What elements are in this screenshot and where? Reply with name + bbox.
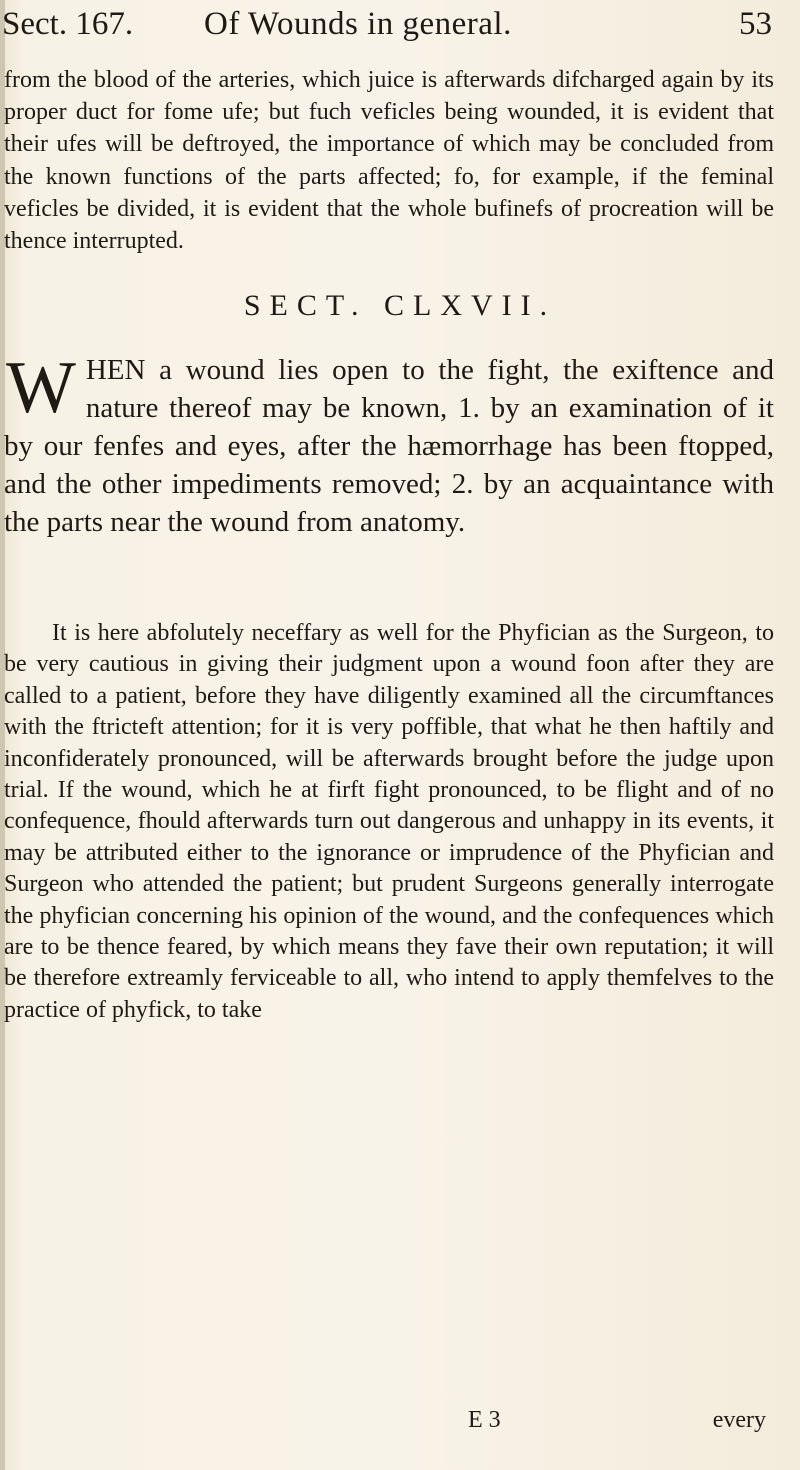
paragraph-opening-text: HEN a wound lies open to the fight, the exiftence and nature thereof may be known, 1. by an examination of it by our fenfes and eyes, after the hæmorrhage has been ftopped, and the other impediments removed; 2. by an acquaintance with the parts near the wound from anatomy. bbox=[4, 354, 774, 538]
catchword: every bbox=[712, 1407, 766, 1433]
signature-mark: E 3 bbox=[468, 1407, 501, 1433]
running-header bbox=[2, 4, 772, 44]
drop-cap: W bbox=[6, 347, 76, 429]
paragraph-body: It is here abfolutely neceffary as well for the Phyfician as the Surgeon, to be very cautious in giving their judgment upon a wound foon after they are called to a patient, before they have diligently examined all the circumftances with the ftricteft attention; for it is very poffible, that what he then haftily and inconfiderately pronounced, will be afterwards brought before the judge upon trial. If the wound, which he at firft fight pronounced, to be flight and of no confequence, fhould afterwards turn out dangerous and unhappy in its events, it may be attributed either to the ignorance or imprudence of the Phyfician and Surgeon who attended the patient; but prudent Surgeons generally interrogate the phyfician concerning his opinion of the wound, and the confequences which are to be thence feared, by which means they fave their own reputation; it will be therefore extreamly ferviceable to all, who intend to apply themfelves to the practice of phyfick, to take bbox=[4, 620, 774, 1023]
section-heading: SECT. CLXVII. bbox=[243, 289, 557, 322]
paragraph-continued: from the blood of the arteries, which juice is afterwards difcharged again by its proper duct for fome ufe; but fuch veficles being wounded, it is evident that their ufes will be deftroyed, the importance of which may be concluded from the known functions of the parts affected; fo, for example, if the feminal veficles be divided, it is evident that the whole bufinefs of procreation will be thence interrupted. bbox=[4, 67, 774, 255]
header-section-number: Sect. 167. bbox=[2, 6, 134, 42]
page-number: 53 bbox=[739, 6, 772, 42]
paragraph-opening bbox=[4, 347, 774, 541]
header-title: Of Wounds in general. bbox=[204, 6, 512, 42]
